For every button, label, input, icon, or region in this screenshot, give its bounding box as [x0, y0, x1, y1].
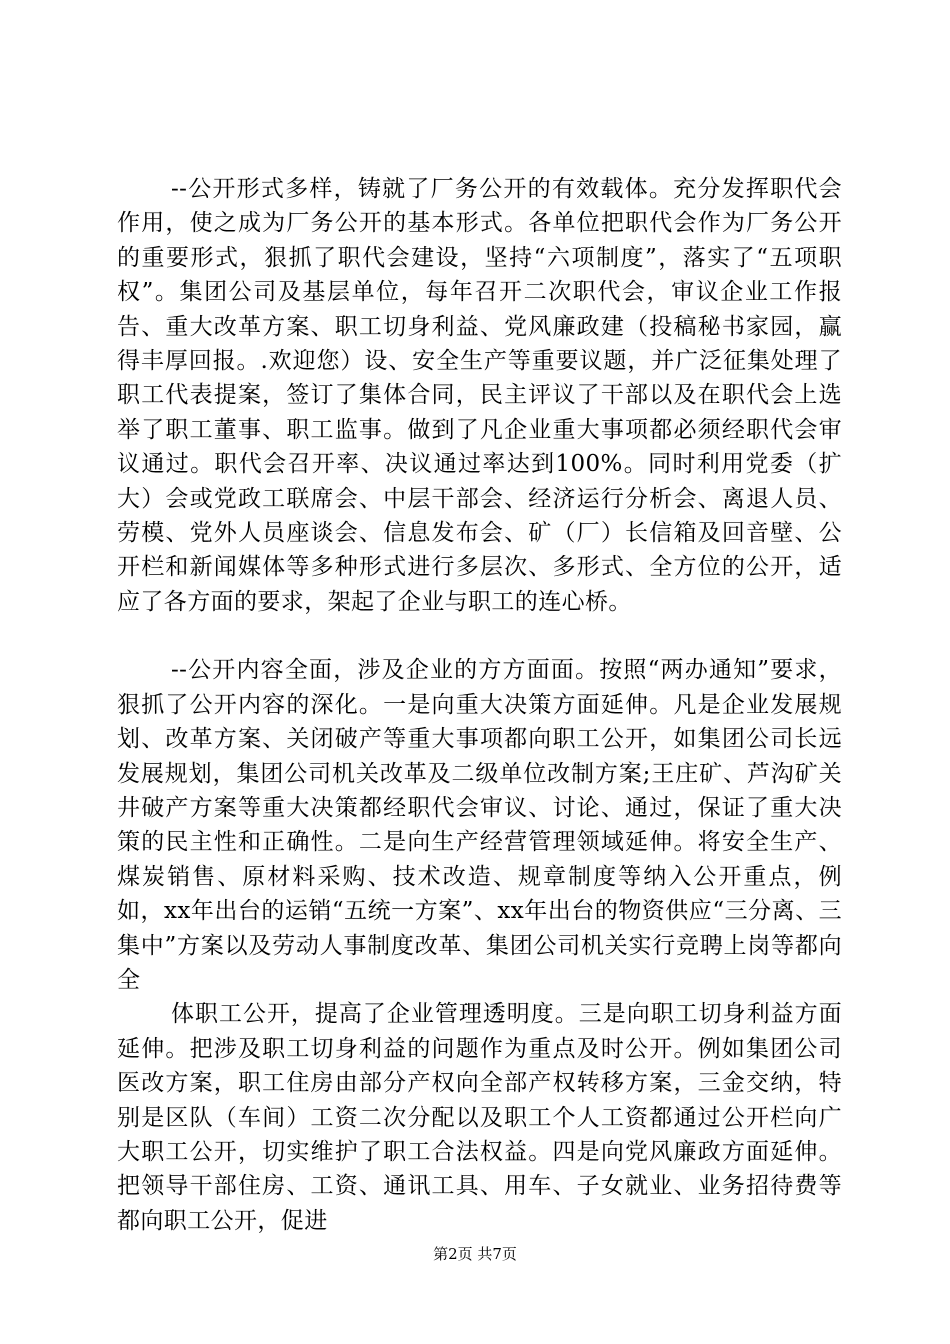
paragraph-disclosure-content: --公开内容全面，涉及企业的方方面面。按照“两办通知”要求，狠抓了公开内容的深化。一是向重大决策方面延伸。凡是企业发展规划、改革方案、关闭破产等重大事项都向职工公开，如集团公司长远发展规划，集团公司机关改革及二级单位改制方案;王庄矿、芦沟矿关井破产方案等重大决策都经职代会审议、讨论、通过，保证了重大决策的民主性和正确性。二是向生产经营管理领域延伸。将安全生产、煤炭销售、原材料采购、技术改造、规章制度等纳入公开重点，例如，xx年出台的运销“五统一方案”、xx年出台的物资供应“三分离、三集中”方案以及劳动人事制度改革、集团公司机关实行竞聘上岗等都向全	[117, 657, 842, 993]
page-number-footer: 第2页 共7页	[433, 1245, 517, 1263]
paragraph-disclosure-content-continued: 体职工公开，提高了企业管理透明度。三是向职工切身利益方面延伸。把涉及职工切身利益的问题作为重点及时公开。例如集团公司医改方案，职工住房由部分产权向全部产权转移方案，三金交纳，特别是区队（车间）工资二次分配以及职工个人工资都通过公开栏向广大职工公开，切实维护了职工合法权益。四是向党风廉政方面延伸。把领导干部住房、工资、通讯工具、用车、子女就业、业务招待费等都向职工公开，促进	[117, 1001, 842, 1234]
document-body	[117, 172, 842, 1238]
paragraph-disclosure-forms: --公开形式多样，铸就了厂务公开的有效载体。充分发挥职代会作用，使之成为厂务公开的基本形式。各单位把职代会作为厂务公开的重要形式，狠抓了职代会建设，坚持“六项制度”，落实了“五项职权”。集团公司及基层单位，每年召开二次职代会，审议企业工作报告、重大改革方案、职工切身利益、党风廉政建（投稿秘书家园，赢得丰厚回报。.欢迎您）设、安全生产等重要议题，并广泛征集处理了职工代表提案，签订了集体合同，民主评议了干部以及在职代会上选举了职工董事、职工监事。做到了凡企业重大事项都必须经职代会审议通过。职代会召开率、决议通过率达到100%。同时利用党委（扩大）会或党政工联席会、中层干部会、经济运行分析会、离退人员、劳模、党外人员座谈会、信息发布会、矿（厂）长信箱及回音壁、公开栏和新闻媒体等多种形式进行多层次、多形式、全方位的公开，适应了各方面的要求，架起了企业与职工的连心桥。	[117, 176, 842, 615]
